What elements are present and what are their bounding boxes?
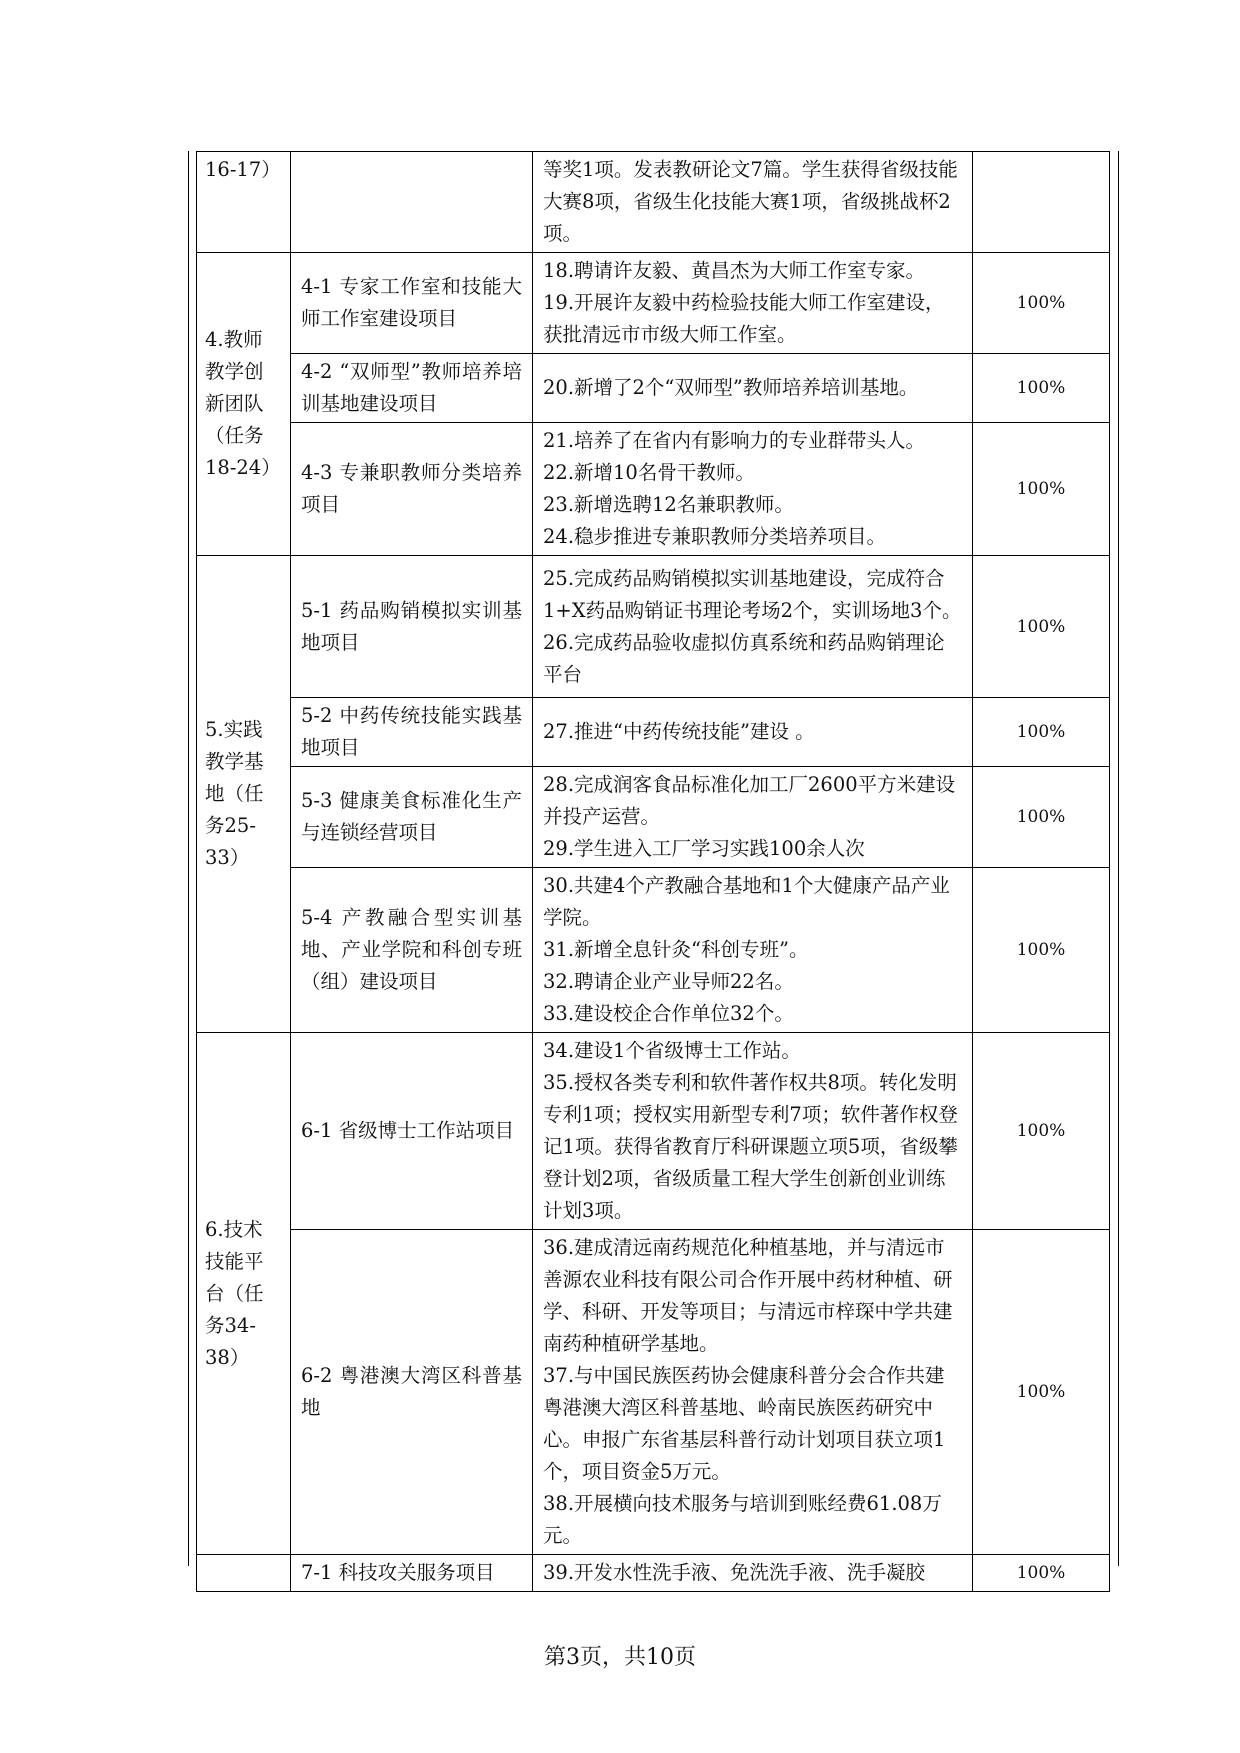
subproject-cell: 5-4 产教融合型实训基地、产业学院和科创专班（组）建设项目	[291, 868, 533, 1033]
achievement-line: 34.建设1个省级博士工作站。	[543, 1039, 801, 1062]
achievement-cell	[533, 354, 973, 423]
completion-rate-cell: 100%	[973, 868, 1110, 1033]
achievement-line: 36.建成清远南药规范化种植基地，并与清远市善源农业科技有限公司合作开展中药材种植、研学、科研、开发等项目；与清远市梓琛中学共建南药种植研学基地。	[543, 1236, 953, 1355]
achievement-line: 37.与中国民族医药协会健康科普分会合作共建粤港澳大湾区科普基地、岭南民族医药研究中心。申报广东省基层科普行动计划项目获立项1个，项目资金5万元。	[543, 1364, 946, 1483]
subproject-cell	[291, 152, 533, 253]
category-cell	[197, 1555, 291, 1592]
category-cell: 4.教师教学创新团队（任务18-24）	[197, 253, 291, 556]
achievement-line: 31.新增全息针灸“科创专班”。	[543, 938, 809, 961]
achievement-line: 33.建设校企合作单位32个。	[543, 1002, 794, 1025]
completion-rate-cell: 100%	[973, 1230, 1110, 1555]
achievement-cell	[533, 556, 973, 698]
completion-rate-cell: 100%	[973, 767, 1110, 868]
achievement-cell	[533, 868, 973, 1033]
achievement-line: 24.稳步推进专兼职教师分类培养项目。	[543, 525, 887, 548]
achievement-line: 26.完成药品验收虚拟仿真系统和药品购销理论平台	[543, 630, 945, 686]
achievement-line: 20.新增了2个“双师型”教师培养培训基地。	[543, 376, 919, 399]
achievement-cell	[533, 152, 973, 253]
table-row	[197, 152, 1110, 253]
subproject-cell: 5-1 药品购销模拟实训基地项目	[291, 556, 533, 698]
completion-rate-cell	[973, 152, 1110, 253]
achievement-line: 28.完成润客食品标准化加工厂2600平方米建设并投产运营。	[543, 773, 956, 828]
table-row	[197, 1555, 1110, 1592]
achievement-line: 18.聘请许友毅、黄昌杰为大师工作室专家。	[543, 259, 926, 282]
achievement-cell	[533, 698, 973, 767]
subproject-cell: 5-3 健康美食标准化生产与连锁经营项目	[291, 767, 533, 868]
subproject-cell: 6-2 粤港澳大湾区科普基地	[291, 1230, 533, 1555]
achievement-cell	[533, 767, 973, 868]
table-row	[197, 1230, 1110, 1555]
achievement-cell	[533, 1555, 973, 1592]
subproject-cell: 4-1 专家工作室和技能大师工作室建设项目	[291, 253, 533, 354]
achievement-line: 27.推进“中药传统技能”建设 。	[543, 720, 815, 743]
achievement-line: 35.授权各类专利和软件著作权共8项。转化发明专利1项；授权实用新型专利7项；软件著作权登记1项。获得省教育厅科研课题立项5项，省级攀登计划2项，省级质量工程大学生创新创业训练计划3项。	[543, 1071, 958, 1222]
achievement-line: 21.培养了在省内有影响力的专业群带头人。	[543, 429, 926, 452]
subproject-cell: 6-1 省级博士工作站项目	[291, 1033, 533, 1230]
achievement-line: 38.开展横向技术服务与培训到账经费61.08万元。	[543, 1492, 942, 1547]
achievement-line: 39.开发水性洗手液、免洗洗手液、洗手凝胶	[543, 1561, 926, 1584]
achievement-cell	[533, 423, 973, 556]
achievement-line: 30.共建4个产教融合基地和1个大健康产品产业学院。	[543, 874, 950, 929]
achievement-cell	[533, 1033, 973, 1230]
table-row	[197, 698, 1110, 767]
achievement-cell	[533, 253, 973, 354]
completion-rate-cell: 100%	[973, 698, 1110, 767]
category-cell: 6.技术技能平台（任务34-38）	[197, 1033, 291, 1555]
subproject-cell: 7-1 科技攻关服务项目	[291, 1555, 533, 1592]
achievement-line: 23.新增选聘12名兼职教师。	[543, 493, 794, 516]
achievement-line: 等奖1项。发表教研论文7篇。学生获得省级技能大赛8项，省级生化技能大赛1项，省级挑战杯2项。	[543, 158, 958, 245]
page-number: 第3页，共10页	[544, 1645, 696, 1670]
achievement-line: 32.聘请企业产业导师22名。	[543, 970, 794, 993]
completion-rate-cell: 100%	[973, 253, 1110, 354]
completion-rate-cell: 100%	[973, 1555, 1110, 1592]
achievement-line: 19.开展许友毅中药检验技能大师工作室建设，获批清远市市级大师工作室。	[543, 291, 945, 346]
project-table	[196, 151, 1110, 1592]
achievement-line: 29.学生进入工厂学习实践100余人次	[543, 837, 865, 860]
table-row	[197, 767, 1110, 868]
completion-rate-cell: 100%	[973, 1033, 1110, 1230]
category-cell: 16-17）	[197, 152, 291, 253]
table-row	[197, 354, 1110, 423]
table-row	[197, 868, 1110, 1033]
subproject-cell: 4-3 专兼职教师分类培养项目	[291, 423, 533, 556]
achievement-line: 22.新增10名骨干教师。	[543, 461, 755, 484]
table-row	[197, 423, 1110, 556]
achievement-cell	[533, 1230, 973, 1555]
achievement-line: 25.完成药品购销模拟实训基地建设，完成符合1+X药品购销证书理论考场2个，实训场地3个。	[543, 566, 962, 622]
completion-rate-cell: 100%	[973, 423, 1110, 556]
subproject-cell: 4-2 “双师型”教师培养培训基地建设项目	[291, 354, 533, 423]
table-row	[197, 253, 1110, 354]
completion-rate-cell: 100%	[973, 354, 1110, 423]
table-row	[197, 1033, 1110, 1230]
category-cell: 5.实践教学基地（任务25-33）	[197, 556, 291, 1033]
table-row	[197, 556, 1110, 698]
subproject-cell: 5-2 中药传统技能实践基地项目	[291, 698, 533, 767]
completion-rate-cell: 100%	[973, 556, 1110, 698]
